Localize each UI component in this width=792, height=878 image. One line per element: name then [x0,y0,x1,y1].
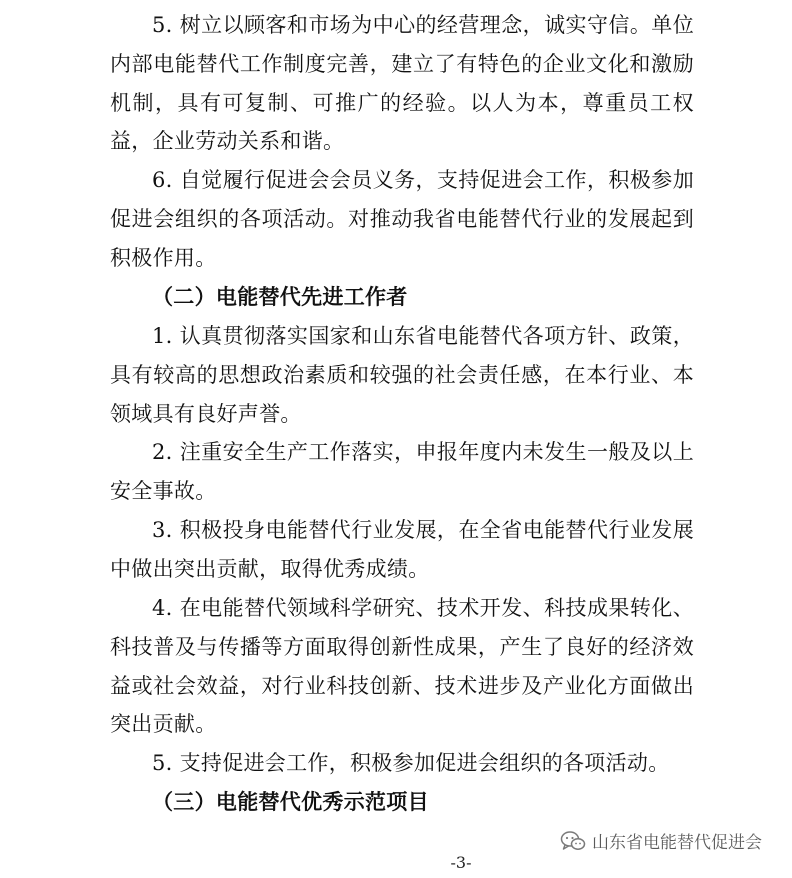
paragraph-worker-criterion-2: 2. 注重安全生产工作落实，申报年度内未发生一般及以上安全事故。 [110,440,694,503]
paragraph-criterion-6: 6. 自觉履行促进会会员义务，支持促进会工作，积极参加促进会组织的各项活动。对推动我省电能替代行业的发展起到积极作用。 [110,168,694,270]
paragraph-worker-criterion-4: 4. 在电能替代领域科学研究、技术开发、科技成果转化、科技普及与传播等方面取得创新性成果，产生了良好的经济效益或社会效益，对行业科技创新、技术进步及产业化方面做出突出贡献。 [110,596,694,737]
paragraph-worker-criterion-5: 5. 支持促进会工作，积极参加促进会组织的各项活动。 [152,751,670,775]
paragraph-criterion-5: 5. 树立以顾客和市场为中心的经营理念，诚实守信。单位内部电能替代工作制度完善，建立了有特色的企业文化和激励机制，具有可复制、可推广的经验。以人为本，尊重员工权益，企业劳动关系和谐。 [110,13,694,154]
wechat-watermark [560,828,762,853]
section-heading-demo-projects: （三）电能替代优秀示范项目 [152,789,429,814]
section-heading-advanced-workers: （二）电能替代先进工作者 [152,284,408,309]
paragraph-worker-criterion-3: 3. 积极投身电能替代行业发展，在全省电能替代行业发展中做出突出贡献，取得优秀成绩。 [110,518,694,581]
paragraph-worker-criterion-1: 1. 认真贯彻落实国家和山东省电能替代各项方针、政策，具有较高的思想政治素质和较强的社会责任感，在本行业、本领域具有良好声誉。 [110,324,694,426]
page-number: -3- [450,853,472,872]
wechat-icon [560,830,586,852]
watermark-text: 山东省电能替代促进会 [592,833,762,853]
